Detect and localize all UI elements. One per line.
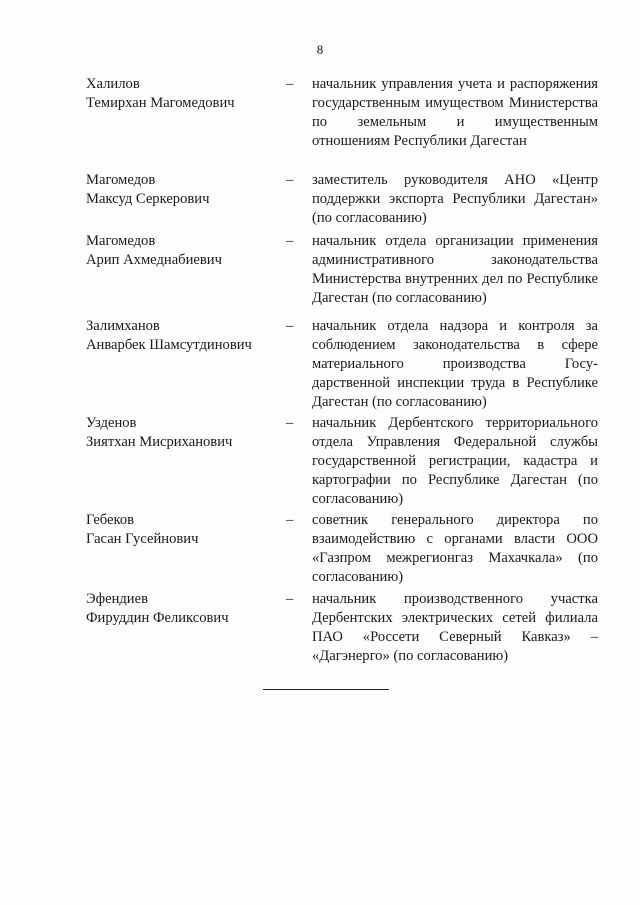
- member-given-name: Зиятхан Мисриханович: [86, 434, 233, 450]
- member-name: [86, 511, 286, 549]
- member-role: начальник отдела надзора и контроля за соблюдением законодательства в сфере материального производства Государственной инспекции труда в Республике Дагестан (по согласованию): [312, 318, 598, 410]
- member-given-name: Гасан Гусейнович: [86, 531, 199, 547]
- member-role: начальник производственного участка Дербентских электрических сетей филиала ПАО «Россети Северный Кавказ» – «Дагэнерго» (по согласованию): [312, 591, 598, 664]
- member-role: начальник управления учета и распоряжения государственным имуществом Министерства по земельным и имущественным отношениям Республики Дагестан: [312, 76, 598, 149]
- member-surname: Магомедов: [86, 233, 156, 249]
- member-surname: Узденов: [86, 415, 137, 431]
- member-name: [86, 414, 286, 452]
- member-given-name: Фируддин Феликсович: [86, 610, 229, 626]
- member-surname: Магомедов: [86, 172, 156, 188]
- member-role: начальник отдела организации применения административного законодательства Министерства внутренних дел по Республике Дагестан (по согласованию): [312, 233, 598, 306]
- dash-separator: –: [286, 512, 294, 528]
- member-surname: Залимханов: [86, 318, 160, 334]
- member-surname: Эфендиев: [86, 591, 148, 607]
- dash-separator: –: [286, 76, 294, 92]
- dash-separator: –: [286, 172, 294, 188]
- member-role: заместитель руководителя АНО «Центр поддержки экспорта Республики Дагестан» (по согласованию): [312, 172, 598, 226]
- member-name: [86, 232, 286, 270]
- member-given-name: Темирхан Магомедович: [86, 95, 235, 111]
- member-surname: Халилов: [86, 76, 140, 92]
- member-role: советник генерального директора по взаимодействию с органами власти ООО «Газпром межрегионгаз Махачкала» (по согласованию): [312, 512, 598, 585]
- member-given-name: Анварбек Шамсутдинович: [86, 337, 252, 353]
- member-given-name: Максуд Серкерович: [86, 191, 210, 207]
- dash-separator: –: [286, 415, 294, 431]
- dash-separator: –: [286, 591, 294, 607]
- member-name: [86, 75, 286, 113]
- member-given-name: Арип Ахмеднабиевич: [86, 252, 222, 268]
- member-surname: Гебеков: [86, 512, 135, 528]
- dash-separator: –: [286, 233, 294, 249]
- member-name: [86, 171, 286, 209]
- dash-separator: –: [286, 318, 294, 334]
- member-name: [86, 590, 286, 628]
- member-role: начальник Дербентского территориального отдела Управления Федеральной службы государственной регистрации, кадастра и картографии по Республике Дагестан (по согласованию): [312, 415, 598, 507]
- page-number: 8: [316, 42, 324, 57]
- member-name: [86, 317, 286, 355]
- closing-rule: [263, 689, 389, 690]
